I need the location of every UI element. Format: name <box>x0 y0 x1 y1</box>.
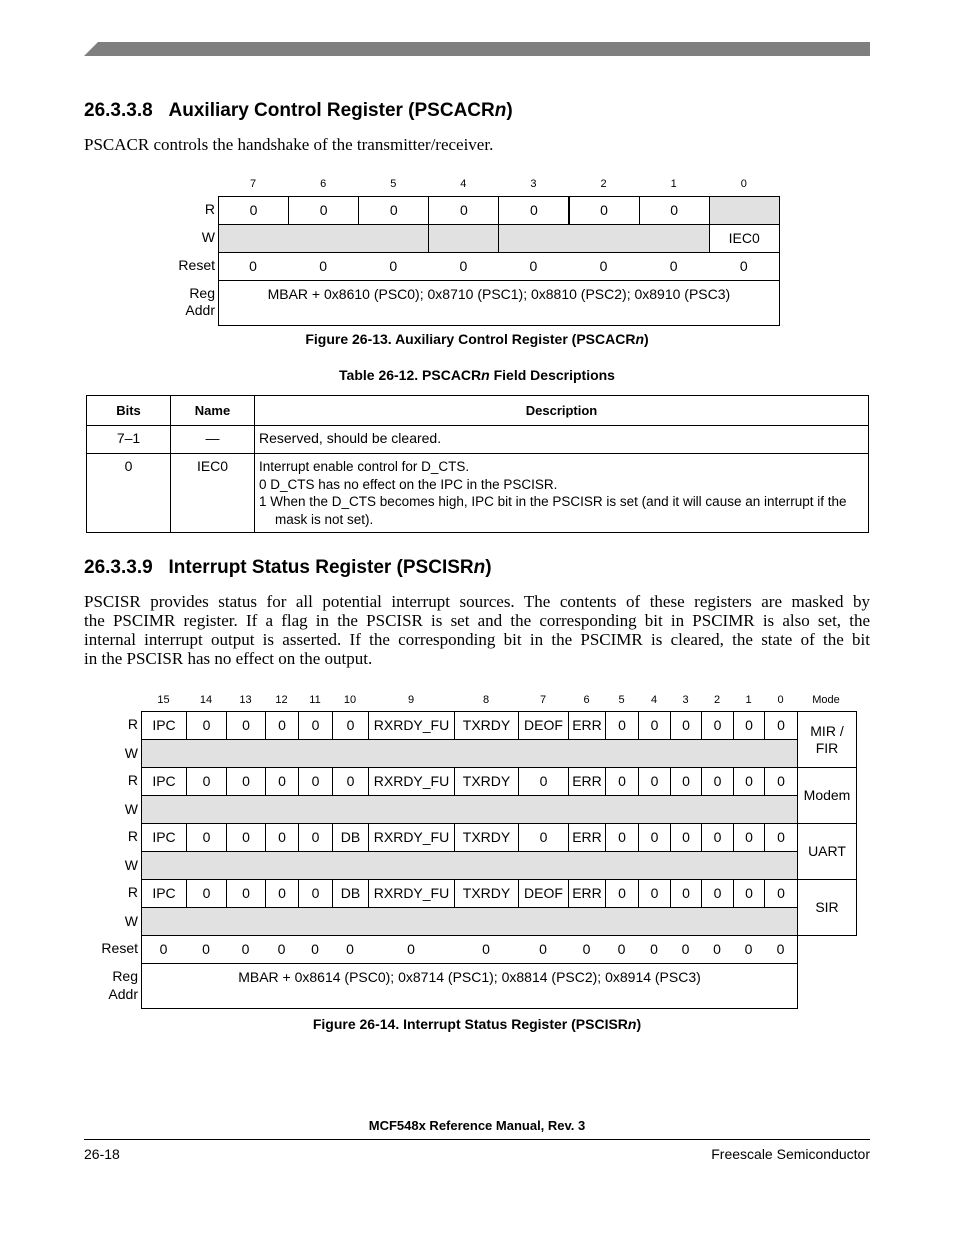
bit-number: 3 <box>530 178 537 190</box>
bit-number: 10 <box>343 694 357 706</box>
table-header-row <box>87 396 869 426</box>
write-reserved-row <box>141 795 798 824</box>
reset-value: 0 <box>529 258 538 274</box>
read-bit-cell: 0 <box>358 196 429 225</box>
bit-number: 11 <box>309 694 321 706</box>
read-bit-cell: 0 <box>701 823 734 852</box>
bit-number: 4 <box>460 178 467 190</box>
name-cell: IEC0 <box>171 454 255 533</box>
read-bit-cell: RXRDY_FU <box>368 823 455 852</box>
reserved-cell <box>428 224 499 253</box>
read-bit-cell: ERR <box>568 879 606 908</box>
write-reserved-row <box>141 739 798 768</box>
read-bit-cell: TXRDY <box>454 711 519 740</box>
field-description-table <box>86 395 869 533</box>
read-bit-cell: 0 <box>265 879 299 908</box>
row-label-addr: Addr <box>185 302 215 318</box>
page-number: 26-18 <box>84 1146 120 1162</box>
read-bit-cell: 0 <box>186 823 227 852</box>
read-bit-cell: 0 <box>298 823 333 852</box>
reset-value: 0 <box>776 941 785 957</box>
read-bit-cell: TXRDY <box>454 879 519 908</box>
read-bit-cell: 0 <box>638 879 671 908</box>
read-bit-cell: 0 <box>733 767 765 796</box>
mode-label: FIR <box>815 739 839 756</box>
read-bit-cell: 0 <box>605 879 639 908</box>
paragraph-line: internal interrupt output is asserted. If the corresponding bit in the PSCIMR is cleared, the state of the bit <box>84 630 870 649</box>
read-bit-cell: 0 <box>670 711 702 740</box>
read-bit-cell: 0 <box>265 823 299 852</box>
bit-number: 15 <box>157 694 170 706</box>
reset-value: 0 <box>617 941 626 957</box>
read-bit-cell: ERR <box>568 823 606 852</box>
row-label-r: R <box>127 828 138 844</box>
row-label-r: R <box>204 201 215 217</box>
row-label-w: W <box>124 745 138 761</box>
reset-value: 0 <box>249 258 257 274</box>
section-intro: PSCACR controls the handshake of the transmitter/receiver. <box>84 135 494 154</box>
reset-value: 0 <box>277 941 286 957</box>
read-bit-cell: 0 <box>298 879 333 908</box>
reset-value: 0 <box>202 941 210 957</box>
read-bit-cell: 0 <box>638 711 671 740</box>
reset-value: 0 <box>482 941 490 957</box>
section-heading-pscacr: 26.3.3.8 Auxiliary Control Register (PSCACRn) <box>84 100 513 121</box>
read-bit-cell: 0 <box>764 711 798 740</box>
bit-number: 5 <box>618 694 625 706</box>
read-bit-cell: 0 <box>298 767 333 796</box>
read-bit-cell: 0 <box>670 823 702 852</box>
read-bit-cell: 0 <box>670 767 702 796</box>
read-bit-cell: 0 <box>733 823 765 852</box>
paragraph-line: PSCISR provides status for all potential interrupt sources. The contents of these registers are masked by <box>84 592 870 611</box>
read-bit-cell: IPC <box>141 879 187 908</box>
reserved-cell <box>498 224 709 253</box>
read-bit-cell: 0 <box>288 196 359 225</box>
read-bit-cell: 0 <box>670 879 702 908</box>
bit-number: 1 <box>745 694 752 706</box>
footer-divider <box>84 1139 870 1140</box>
description-line: Interrupt enable control for D_CTS. <box>259 459 470 474</box>
bit-number: 8 <box>482 694 490 706</box>
figure-caption-pscisr: Figure 26-14. Interrupt Status Register (PSCISRn) <box>312 1016 642 1032</box>
description-line: 0 D_CTS has no effect on the IPC in the PSCISR. <box>259 476 558 492</box>
read-bit-cell: 0 <box>218 196 289 225</box>
bit-number: 6 <box>583 694 590 706</box>
mode-cell <box>797 823 857 880</box>
row-label-r: R <box>127 716 138 732</box>
read-bit-cell: ERR <box>568 711 606 740</box>
read-bit-cell: IPC <box>141 767 187 796</box>
mode-cell <box>797 767 857 824</box>
bit-number: 9 <box>407 694 415 706</box>
read-bit-cell: 0 <box>186 711 227 740</box>
bits-cell: 7–1 <box>87 426 171 454</box>
reset-value: 0 <box>744 941 753 957</box>
register-address: MBAR + 0x8614 (PSC0); 0x8714 (PSC1); 0x8814 (PSC2); 0x8914 (PSC3) <box>141 963 798 1009</box>
row-label-reset: Reset <box>101 940 138 956</box>
reset-value: 0 <box>650 941 658 957</box>
row-label-w: W <box>201 229 215 245</box>
read-bit-cell: 0 <box>569 196 640 225</box>
read-bit-cell: 0 <box>733 879 765 908</box>
read-bit-cell: 0 <box>186 879 227 908</box>
footer-company: Freescale Semiconductor <box>711 1146 870 1162</box>
read-bit-cell: 0 <box>498 196 569 225</box>
mode-label: Modem <box>803 787 851 803</box>
bit-number: 2 <box>713 694 721 706</box>
read-bit-cell: TXRDY <box>454 767 519 796</box>
read-bit-cell: 0 <box>332 767 369 796</box>
read-bit-cell: RXRDY_FU <box>368 767 455 796</box>
read-bit-cell: 0 <box>733 711 765 740</box>
reset-value: 0 <box>669 258 678 274</box>
read-bit-cell: 0 <box>638 767 671 796</box>
section-paragraph <box>84 592 870 668</box>
read-bit-cell: 0 <box>764 767 798 796</box>
reset-value: 0 <box>582 941 591 957</box>
read-bit-cell: RXRDY_FU <box>368 711 455 740</box>
header-band <box>84 42 870 56</box>
bit-number: 1 <box>670 178 677 190</box>
reset-value: 0 <box>459 258 468 274</box>
paragraph-line: in the PSCISR has no effect on the output. <box>84 649 373 668</box>
reset-value: 0 <box>407 941 415 957</box>
section-heading-pscisr: 26.3.3.9 Interrupt Status Register (PSCISRn) <box>84 557 492 578</box>
reset-value: 0 <box>319 258 328 274</box>
description-cell: Reserved, should be cleared. <box>255 426 869 454</box>
table-row <box>87 426 869 454</box>
read-bit-cell: 0 <box>226 767 266 796</box>
mode-label: MIR / <box>810 722 844 739</box>
table-row <box>87 454 869 533</box>
reset-value: 0 <box>713 941 721 957</box>
bit-number: 7 <box>249 178 257 190</box>
mode-cell <box>797 879 857 936</box>
read-bit-cell: DEOF <box>518 879 569 908</box>
bit-number: 3 <box>682 694 689 706</box>
read-bit-cell: IPC <box>141 823 187 852</box>
description-line: mask is not set). <box>275 511 374 527</box>
reset-value: 0 <box>346 941 354 957</box>
mode-cell <box>797 711 857 768</box>
mode-label: UART <box>808 843 846 859</box>
reset-value: 0 <box>389 258 398 274</box>
row-label-w: W <box>124 857 138 873</box>
bit-number: 0 <box>740 178 747 190</box>
read-bit-cell: 0 <box>332 711 369 740</box>
read-bit-cell: RXRDY_FU <box>368 879 455 908</box>
read-bit-cell: TXRDY <box>454 823 519 852</box>
reserved-cell <box>709 196 780 225</box>
write-reserved-row <box>141 851 798 880</box>
read-bit-cell: 0 <box>265 711 299 740</box>
row-label-w: W <box>124 913 138 929</box>
read-bit-cell: 0 <box>265 767 299 796</box>
name-cell: — <box>171 426 255 454</box>
bit-number: 5 <box>390 178 397 190</box>
read-bit-cell: 0 <box>605 823 639 852</box>
mode-header: Mode <box>812 694 840 706</box>
read-bit-cell: DEOF <box>518 711 569 740</box>
field-iec0-cell: IEC0 <box>709 224 780 253</box>
row-label-r: R <box>127 772 138 788</box>
reset-value: 0 <box>739 258 748 274</box>
read-bit-cell: 0 <box>639 196 710 225</box>
read-bit-cell: ERR <box>568 767 606 796</box>
reset-value: 0 <box>539 941 547 957</box>
read-bit-cell: 0 <box>764 823 798 852</box>
read-bit-cell: DB <box>332 879 369 908</box>
reset-value: 0 <box>681 941 690 957</box>
bit-number: 14 <box>199 694 213 706</box>
reset-value: 0 <box>311 941 319 957</box>
read-bit-cell: 0 <box>701 711 734 740</box>
reset-value: 0 <box>599 258 608 274</box>
read-bit-cell: 0 <box>186 767 227 796</box>
row-label-w: W <box>124 801 138 817</box>
write-reserved-row <box>141 907 798 936</box>
read-bit-cell: 0 <box>638 823 671 852</box>
bit-number: 4 <box>650 694 658 706</box>
bits-cell: 0 <box>87 454 171 533</box>
bit-number: 12 <box>275 694 288 706</box>
read-bit-cell: 0 <box>298 711 333 740</box>
row-label-r: R <box>127 884 138 900</box>
read-bit-cell: 0 <box>428 196 499 225</box>
read-bit-cell: DB <box>332 823 369 852</box>
bit-number: 2 <box>600 178 607 190</box>
mode-label: SIR <box>815 899 839 915</box>
column-header: Name <box>171 396 255 426</box>
row-label-reset: Reset <box>178 257 215 273</box>
read-bit-cell: 0 <box>605 711 639 740</box>
column-header: Description <box>255 396 869 426</box>
reset-value: 0 <box>159 941 168 957</box>
row-label-reg: Reg <box>189 285 215 301</box>
bit-number: 0 <box>777 694 784 706</box>
description-line: 1 When the D_CTS becomes high, IPC bit in the PSCISR is set (and it will cause an interrupt if the <box>259 494 847 509</box>
bit-number: 13 <box>239 694 252 706</box>
read-bit-cell: 0 <box>701 767 734 796</box>
bit-number: 6 <box>320 178 327 190</box>
footer-manual-title: MCF548x Reference Manual, Rev. 3 <box>368 1118 586 1133</box>
register-address: MBAR + 0x8610 (PSC0); 0x8710 (PSC1); 0x8810 (PSC2); 0x8910 (PSC3) <box>218 280 780 326</box>
reset-value: 0 <box>241 941 250 957</box>
read-bit-cell: 0 <box>701 879 734 908</box>
description-cell <box>255 454 869 533</box>
table-caption: Table 26-12. PSCACRn Field Descriptions <box>339 367 615 383</box>
read-bit-cell: 0 <box>226 823 266 852</box>
read-bit-cell: 0 <box>226 711 266 740</box>
row-label-addr: Addr <box>108 986 138 1002</box>
read-bit-cell: 0 <box>518 767 569 796</box>
read-bit-cell: 0 <box>518 823 569 852</box>
row-label-reg: Reg <box>112 968 138 984</box>
paragraph-line: the PSCIMR register. If a flag in the PSCISR is set and the corresponding bit in PSCIMR is also set, the <box>84 611 870 630</box>
read-bit-cell: 0 <box>764 879 798 908</box>
figure-caption-pscacr: Figure 26-13. Auxiliary Control Register (PSCACRn) <box>305 331 649 347</box>
column-header: Bits <box>87 396 171 426</box>
bit-number: 7 <box>539 694 547 706</box>
reserved-cell <box>218 224 429 253</box>
read-bit-cell: IPC <box>141 711 187 740</box>
read-bit-cell: 0 <box>226 879 266 908</box>
read-bit-cell: 0 <box>605 767 639 796</box>
